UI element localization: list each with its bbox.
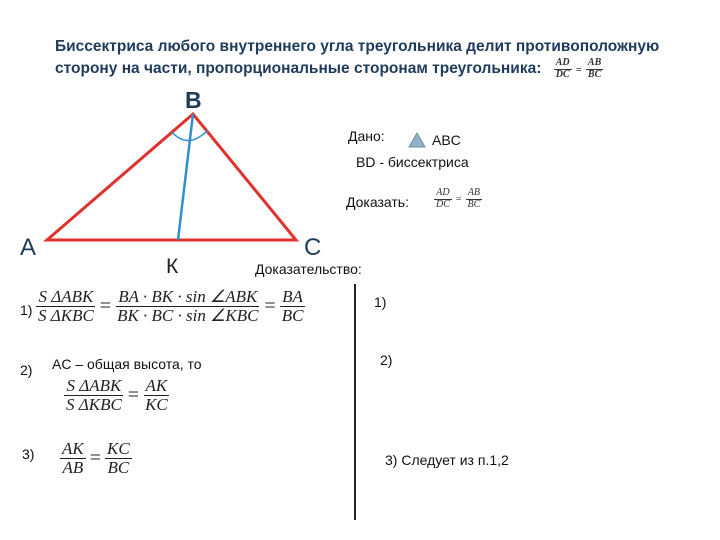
prove-label: Доказать: bbox=[346, 194, 409, 210]
step-3-frac-ak-ab: $\frac{AK}{AB}$ bbox=[62, 439, 84, 477]
given-triangle-name: ABC bbox=[432, 132, 461, 148]
prove-formula bbox=[434, 188, 482, 210]
step-2-frac-area: $\frac{\text{S ΔABK}}{\text{S ΔKBC}}$ bbox=[66, 376, 122, 414]
theorem-line-2: сторону на части, пропорциональные сторонам треугольника: $\frac{AD}{DC}$ = $\frac{AB}{BC}$ bbox=[55, 57, 602, 80]
triangle-abc bbox=[47, 114, 296, 240]
step-1-frac-area: $\frac{\text{S ΔABK}}{\text{S ΔKBC}}$ bbox=[38, 287, 94, 325]
step-1-formula: $\frac{\text{S ΔABK}}{\text{S ΔKBC}}$ = $\frac{\text{BA · BK · sin ∠ABK}}{\text{BK · BC · sin ∠KBC}}$ = $\frac{BA}{BC}$ bbox=[38, 287, 304, 325]
prove-equals: = bbox=[455, 193, 462, 205]
right-step-1: 1) bbox=[374, 294, 387, 310]
theorem-frac-ab-bc: $\frac{AB}{BC}$ bbox=[587, 57, 602, 80]
vertex-a-label: A bbox=[20, 234, 37, 261]
given-bisector: BD - биссектриса bbox=[356, 154, 469, 170]
step-3-frac-kc-bc: $\frac{KC}{BC}$ bbox=[107, 439, 130, 477]
given-label: Дано: bbox=[348, 128, 385, 144]
bisector-bk bbox=[178, 114, 193, 240]
theorem-line-1: Биссектриса любого внутреннего угла треугольника делит противоположную bbox=[55, 38, 660, 55]
step-2-text: AC – общая высота, то bbox=[52, 356, 202, 372]
step-1-frac-sine: $\frac{\text{BA · BK · sin ∠ABK}}{\text{BK · BC · sin ∠KBC}}$ bbox=[117, 287, 259, 325]
step-1-frac-sides: $\frac{BA}{BC}$ bbox=[281, 287, 304, 325]
step-1-number: 1) bbox=[20, 302, 33, 318]
step-2-number: 2) bbox=[20, 362, 33, 378]
prove-frac-ad-dc: $\frac{AD}{DC}$ bbox=[436, 187, 450, 210]
vertex-b-label: B bbox=[185, 87, 202, 113]
step-3-number: 3) bbox=[22, 446, 35, 462]
step-2-frac-segments: $\frac{AK}{KC}$ bbox=[145, 376, 168, 414]
theorem-equals: = bbox=[575, 65, 582, 77]
vertex-c-label: C bbox=[304, 234, 322, 261]
step-2-formula: $\frac{\text{S ΔABK}}{\text{S ΔKBC}}$ = $\frac{AK}{KC}$ bbox=[66, 376, 168, 414]
point-k-label: К bbox=[166, 255, 179, 278]
column-divider bbox=[354, 284, 356, 520]
triangle-symbol-icon bbox=[408, 132, 426, 148]
right-step-2: 2) bbox=[380, 352, 393, 368]
prove-frac-ab-bc: $\frac{AB}{BC}$ bbox=[467, 187, 481, 210]
theorem-frac-ad-dc: $\frac{AD}{DC}$ bbox=[555, 57, 570, 80]
step-3-formula: $\frac{AK}{AB}$ = $\frac{KC}{BC}$ bbox=[62, 439, 130, 477]
proof-heading: Доказательство: bbox=[255, 261, 362, 277]
right-step-3: 3) Следует из п.1,2 bbox=[385, 452, 509, 468]
